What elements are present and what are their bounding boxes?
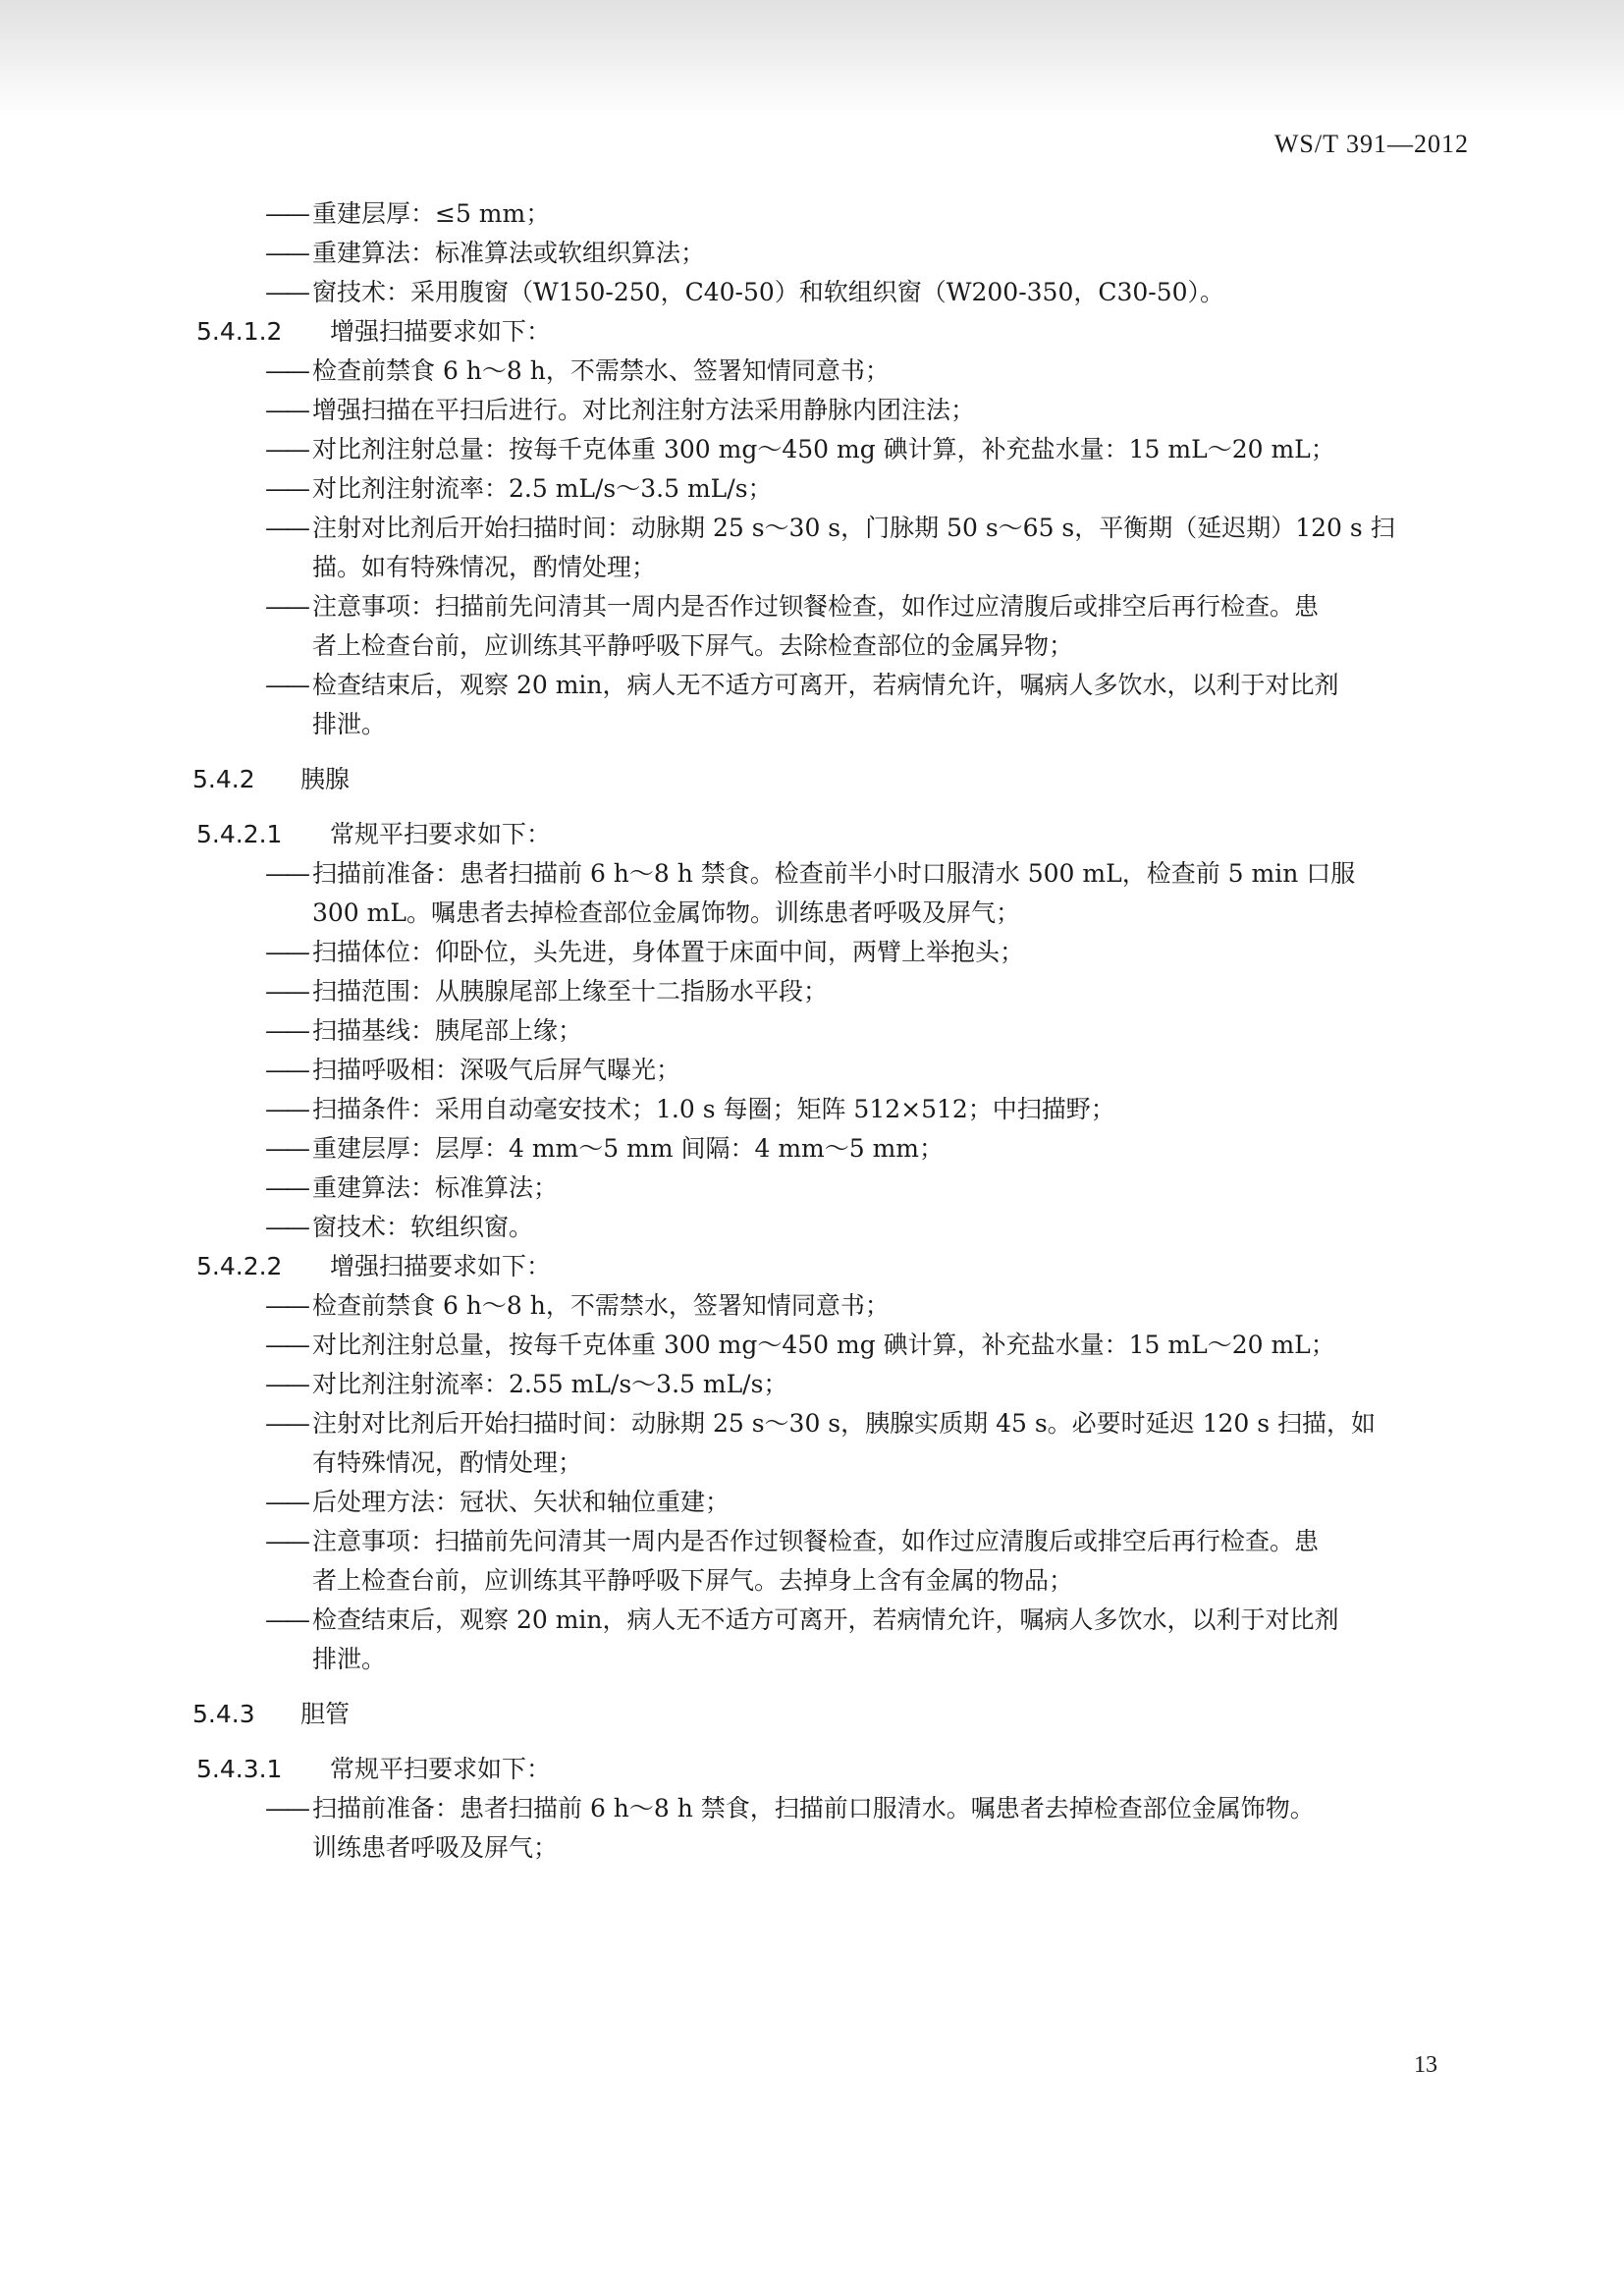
list-item [0,469,1624,509]
list-dash: —— [265,435,306,463]
list-item [0,854,1624,894]
clause-text: 增强扫描要求如下： [330,1252,552,1280]
list-item-text: 检查结束后，观察 20 min，病人无不适方可离开，若病情允许，嘱病人多饮水，以利于对比剂 [312,1605,1339,1634]
list-item [0,666,1624,705]
list-item-text: 注意事项：扫描前先问清其一周内是否作过钡餐检查，如作过应清腹后或排空后再行检查。患 [312,592,1320,621]
list-dash: —— [265,1134,306,1163]
list-item-continuation: 者上检查台前，应训练其平静呼吸下屏气。去除检查部位的金属异物； [312,631,1074,660]
list-dash: —— [265,514,306,542]
list-item [0,509,1624,548]
list-item-text: 重建算法：标准算法或软组织算法； [312,239,706,267]
list-item-continuation: 训练患者呼吸及屏气； [312,1833,559,1862]
clause-text: 常规平扫要求如下： [330,820,552,848]
list-item [0,1365,1624,1404]
list-item-text: 扫描基线：胰尾部上缘； [312,1016,583,1045]
list-item [0,1483,1624,1522]
list-item-continuation: 描。如有特殊情况，酌情处理； [312,553,657,581]
list-item-text: 重建层厚：≤5 mm； [312,199,551,228]
clause-text: 常规平扫要求如下： [330,1755,552,1783]
list-item-text: 扫描体位：仰卧位，头先进，身体置于床面中间，两臂上举抱头； [312,938,1025,966]
clause-text: 增强扫描要求如下： [330,317,552,346]
clause-heading [0,815,1624,854]
list-item-text: 增强扫描在平扫后进行。对比剂注射方法采用静脉内团注法； [312,396,976,424]
list-item-text: 检查前禁食 6 h～8 h，不需禁水，签署知情同意书； [312,1291,890,1320]
section-title: 胰腺 [300,765,351,793]
list-item-text: 注射对比剂后开始扫描时间：动脉期 25 s～30 s，胰腺实质期 45 s。必要时延迟 120 s 扫描，如 [312,1409,1377,1438]
list-item [0,1404,1624,1443]
list-dash: —— [265,199,306,228]
section-number: 5.4.2 [192,765,255,793]
list-item-text: 对比剂注射流率：2.55 mL/s～3.5 mL/s； [312,1370,788,1398]
list-item-text: 注意事项：扫描前先问清其一周内是否作过钡餐检查，如作过应清腹后或排空后再行检查。患 [312,1527,1320,1555]
list-item-text: 对比剂注射总量，按每千克体重 300 mg～450 mg 碘计算，补充盐水量：15 mL～20 mL； [312,1331,1335,1359]
list-item [0,972,1624,1011]
list-dash: —— [265,278,306,306]
list-item-continuation: 有特殊情况，酌情处理； [312,1448,583,1477]
list-item-text: 后处理方法：冠状、矢状和轴位重建； [312,1488,731,1516]
list-item [0,1011,1624,1051]
list-item [0,1601,1624,1640]
list-item [0,273,1624,312]
scan-shadow [0,0,1624,118]
list-item-text: 检查前禁食 6 h～8 h，不需禁水、签署知情同意书； [312,356,890,385]
list-dash: —— [265,1095,306,1123]
list-dash: —— [265,474,306,503]
list-dash: —— [265,1370,306,1398]
list-item [0,1129,1624,1169]
clause-number: 5.4.1.2 [196,317,283,346]
standard-number: WS/T 391—2012 [1273,130,1469,158]
list-item-text: 重建算法：标准算法； [312,1173,559,1202]
list-item [0,1326,1624,1365]
list-item-text: 扫描条件：采用自动毫安技术；1.0 s 每圈；矩阵 512×512；中扫描野； [312,1095,1115,1123]
list-item [0,1286,1624,1326]
clause-number: 5.4.3.1 [196,1755,283,1783]
list-dash: —— [265,671,306,699]
section-title: 胆管 [300,1700,351,1728]
list-item-text: 重建层厚：层厚：4 mm～5 mm 间隔：4 mm～5 mm； [312,1134,945,1163]
list-item [0,1522,1624,1561]
list-dash: —— [265,239,306,267]
list-item-text: 注射对比剂后开始扫描时间：动脉期 25 s～30 s，门脉期 50 s～65 s，平衡期（延迟期）120 s 扫 [312,514,1395,542]
list-dash: —— [265,1016,306,1045]
list-item-continuation: 排泄。 [312,1645,387,1673]
page-number: 13 [1414,2052,1437,2078]
list-item [0,430,1624,469]
list-dash: —— [265,1056,306,1084]
clause-heading [0,312,1624,352]
clause-heading [0,1247,1624,1286]
clause-number: 5.4.2.1 [196,820,283,848]
list-item-text: 扫描前准备：患者扫描前 6 h～8 h 禁食，扫描前口服清水。嘱患者去掉检查部位金属饰物。 [312,1794,1315,1822]
list-item-continuation: 排泄。 [312,710,387,738]
list-dash: —— [265,1488,306,1516]
section-heading [0,760,1624,799]
list-dash: —— [265,396,306,424]
list-item [0,933,1624,972]
list-item-text: 对比剂注射总量：按每千克体重 300 mg～450 mg 碘计算，补充盐水量：15 mL～20 mL； [312,435,1335,463]
list-item [0,1789,1624,1828]
list-item [0,1090,1624,1129]
list-item [0,352,1624,391]
list-item [0,234,1624,273]
list-dash: —— [265,1794,306,1822]
list-dash: —— [265,1331,306,1359]
list-item [0,587,1624,626]
list-item [0,194,1624,234]
list-item-continuation: 者上检查台前，应训练其平静呼吸下屏气。去掉身上含有金属的物品； [312,1566,1074,1595]
list-item-text: 窗技术：采用腹窗（W150-250，C40-50）和软组织窗（W200-350，C30-50）。 [312,278,1225,306]
list-item-text: 检查结束后，观察 20 min，病人无不适方可离开，若病情允许，嘱病人多饮水，以利于对比剂 [312,671,1339,699]
list-item [0,1208,1624,1247]
list-dash: —— [265,356,306,385]
list-dash: —— [265,1213,306,1241]
list-dash: —— [265,859,306,888]
section-heading [0,1695,1624,1734]
list-dash: —— [265,938,306,966]
list-item [0,1169,1624,1208]
list-item-text: 对比剂注射流率：2.5 mL/s～3.5 mL/s； [312,474,773,503]
list-item [0,391,1624,430]
list-item-text: 扫描前准备：患者扫描前 6 h～8 h 禁食。检查前半小时口服清水 500 mL，检查前 5 min 口服 [312,859,1356,888]
list-item-text: 扫描范围：从胰腺尾部上缘至十二指肠水平段； [312,977,829,1006]
clause-number: 5.4.2.2 [196,1252,283,1280]
list-dash: —— [265,1409,306,1438]
list-dash: —— [265,592,306,621]
list-item-text: 窗技术：软组织窗。 [312,1213,534,1241]
list-dash: —— [265,977,306,1006]
list-dash: —— [265,1527,306,1555]
document-body [0,194,1624,1868]
list-dash: —— [265,1605,306,1634]
list-item-continuation: 300 mL。嘱患者去掉检查部位金属饰物。训练患者呼吸及屏气； [312,898,1020,927]
list-dash: —— [265,1291,306,1320]
list-dash: —— [265,1173,306,1202]
section-number: 5.4.3 [192,1700,255,1728]
list-item-text: 扫描呼吸相：深吸气后屏气曝光； [312,1056,681,1084]
list-item [0,1051,1624,1090]
clause-heading [0,1750,1624,1789]
